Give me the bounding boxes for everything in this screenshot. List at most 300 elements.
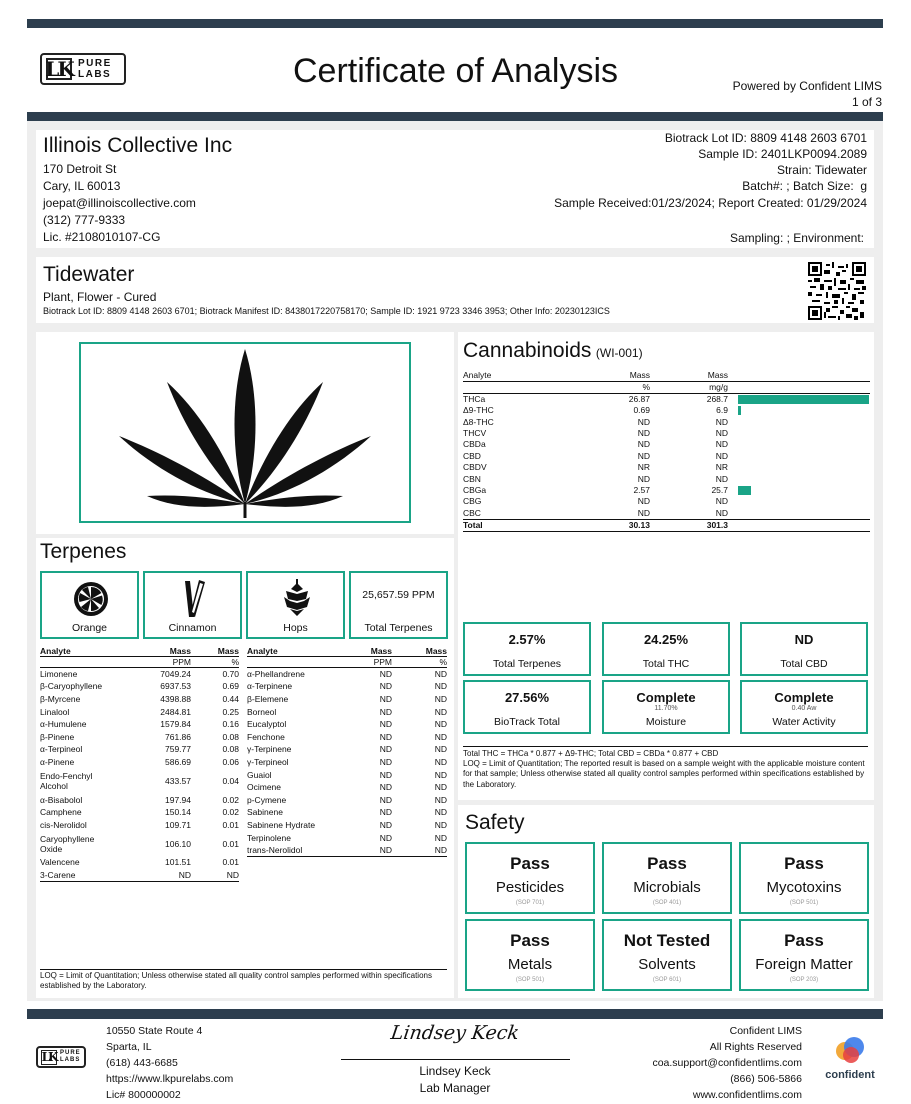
metric-label: Total THC bbox=[642, 658, 690, 670]
footer-top-bar bbox=[27, 1009, 883, 1019]
analyte-name: CBG bbox=[463, 496, 482, 507]
terpene-pct: 0.08 bbox=[222, 731, 239, 742]
product-panel bbox=[36, 257, 874, 323]
mass-mg: 25.7 bbox=[711, 484, 728, 495]
mass-mg: ND bbox=[715, 496, 728, 507]
terpene-pct: ND bbox=[434, 844, 447, 855]
terpene-row bbox=[247, 768, 447, 781]
logo-text-top: PURE bbox=[78, 58, 112, 69]
support-email[interactable]: coa.support@confidentlims.com bbox=[652, 1057, 802, 1069]
terpene-ppm: ND bbox=[178, 869, 191, 880]
confident-logo-text: confident bbox=[825, 1069, 875, 1081]
terpene-ppm: ND bbox=[379, 693, 392, 704]
terpene-pct: 0.01 bbox=[222, 857, 239, 868]
terpenes-note-rule bbox=[40, 969, 447, 970]
terpene-pct: 0.01 bbox=[222, 819, 239, 830]
client-email: joepat@illinoiscollective.com bbox=[43, 196, 196, 210]
mass-pct: ND bbox=[637, 450, 650, 461]
terpene-row bbox=[40, 793, 239, 806]
terpene-pct: ND bbox=[434, 706, 447, 717]
terpene-row bbox=[40, 705, 239, 718]
safety-label: Solvents bbox=[638, 956, 696, 973]
cannabinoids-panel bbox=[458, 332, 874, 615]
terpene-name: α-Terpinene bbox=[247, 681, 293, 692]
terpene-ppm: 109.71 bbox=[165, 819, 191, 830]
cannabinoids-title: Cannabinoids bbox=[463, 339, 592, 362]
terpenes-note: LOQ = Limit of Quantitation; Unless otherwise stated all quality control samples performed within specifications established by the Laboratory. bbox=[40, 971, 432, 990]
unit-pct: % bbox=[439, 657, 447, 667]
hops-icon bbox=[282, 579, 312, 617]
terpene-ppm: ND bbox=[379, 769, 392, 780]
col-mass-pct: Mass bbox=[629, 370, 650, 380]
client-phone: (312) 777-9333 bbox=[43, 213, 126, 227]
col-mass-mg: Mass bbox=[707, 370, 728, 380]
product-name: Tidewater bbox=[43, 263, 135, 286]
terpene-ppm: 2484.81 bbox=[160, 706, 191, 717]
safety-box bbox=[602, 842, 732, 914]
terpene-ppm: 106.10 bbox=[165, 838, 191, 849]
page-number: 1 of 3 bbox=[851, 95, 882, 109]
analyte-name: CBD bbox=[463, 450, 481, 461]
terpene-ppm: 759.77 bbox=[165, 744, 191, 755]
col-mass-ppm: Mass bbox=[169, 646, 191, 656]
terpene-name: β-Caryophyllene bbox=[40, 681, 103, 692]
terpene-ppm: ND bbox=[379, 819, 392, 830]
terpene-pct: ND bbox=[226, 869, 239, 880]
terpene-ppm: 150.14 bbox=[165, 807, 191, 818]
terpene-pct: 0.44 bbox=[222, 693, 239, 704]
mass-mg: NR bbox=[715, 462, 728, 473]
metric-box bbox=[602, 680, 730, 734]
safety-result: Not Tested bbox=[623, 931, 711, 950]
terpene-row bbox=[247, 693, 447, 706]
terpene-pct: 0.16 bbox=[222, 719, 239, 730]
safety-label: Mycotoxins bbox=[766, 879, 842, 896]
terpene-row bbox=[40, 680, 239, 693]
lims-name: Confident LIMS bbox=[729, 1025, 802, 1037]
metric-box bbox=[602, 622, 730, 676]
mass-mg: ND bbox=[715, 427, 728, 438]
total-pct: 30.13 bbox=[628, 519, 650, 530]
metric-box bbox=[463, 622, 591, 676]
total-terpenes-label: Total Terpenes bbox=[364, 622, 433, 634]
terpene-ppm: ND bbox=[379, 794, 392, 805]
lims-website[interactable]: www.confidentlims.com bbox=[692, 1089, 802, 1101]
qr-code[interactable] bbox=[808, 262, 866, 320]
terpene-row bbox=[247, 831, 447, 844]
terpene-row bbox=[247, 756, 447, 769]
report-dates: Sample Received:01/23/2024; Report Created: 01/29/2024 bbox=[554, 196, 867, 210]
signer-name: Lindsey Keck bbox=[419, 1064, 491, 1078]
mass-pct: ND bbox=[637, 507, 650, 518]
confident-logo-icon bbox=[834, 1036, 866, 1066]
terpene-name: α-Bisabolol bbox=[40, 794, 83, 805]
client-panel bbox=[36, 130, 874, 248]
analyte-name: THCV bbox=[463, 427, 487, 438]
analyte-name: CBN bbox=[463, 473, 481, 484]
unit-pct: % bbox=[642, 382, 650, 392]
terpene-name: cis-Nerolidol bbox=[40, 819, 87, 830]
terpene-name: Limonene bbox=[40, 669, 78, 680]
total-terpenes-box bbox=[349, 571, 448, 639]
terpene-name: α-Pinene bbox=[40, 756, 75, 767]
lab-phone: (618) 443-6685 bbox=[106, 1057, 178, 1069]
terpene-name: γ-Terpinene bbox=[247, 744, 292, 755]
metric-box bbox=[740, 680, 868, 734]
terpene-ppm: ND bbox=[379, 681, 392, 692]
safety-label: Pesticides bbox=[495, 879, 565, 896]
cannabinoid-row bbox=[463, 416, 870, 427]
metric-value: 27.56% bbox=[504, 690, 550, 705]
terpene-row bbox=[40, 743, 239, 756]
metric-sub: 0.40 Aw bbox=[791, 705, 817, 712]
mass-pct: ND bbox=[637, 439, 650, 450]
aroma-cinnamon bbox=[143, 571, 242, 639]
terpene-ppm: ND bbox=[379, 807, 392, 818]
client-address1: 170 Detroit St bbox=[43, 162, 117, 176]
mass-mg: ND bbox=[715, 473, 728, 484]
lab-website[interactable]: https://www.lkpurelabs.com bbox=[106, 1073, 234, 1085]
terpene-name: Borneol bbox=[247, 706, 277, 717]
cannabinoid-row bbox=[463, 462, 870, 473]
client-address2: Cary, IL 60013 bbox=[43, 179, 121, 193]
terpene-pct: 0.04 bbox=[222, 775, 239, 786]
mass-pct: ND bbox=[637, 496, 650, 507]
safety-box bbox=[602, 919, 732, 991]
terpene-pct: ND bbox=[434, 693, 447, 704]
terpene-ppm: 101.51 bbox=[165, 857, 191, 868]
terpene-ppm: ND bbox=[379, 731, 392, 742]
col-analyte: Analyte bbox=[40, 646, 71, 656]
terpene-name: α-Terpineol bbox=[40, 744, 83, 755]
terpene-pct: 0.70 bbox=[222, 669, 239, 680]
safety-panel bbox=[458, 805, 874, 998]
terpene-ppm: 1579.84 bbox=[160, 719, 191, 730]
powered-by: Powered by Confident LIMS bbox=[732, 79, 882, 93]
metric-sub: 11.70% bbox=[654, 705, 678, 712]
cannabinoid-row bbox=[463, 394, 870, 406]
mass-mg: ND bbox=[715, 439, 728, 450]
mass-pct: 2.57 bbox=[633, 484, 650, 495]
cannabinoid-bar bbox=[738, 486, 751, 495]
product-image-frame bbox=[79, 342, 411, 523]
terpene-row bbox=[40, 730, 239, 743]
safety-box bbox=[465, 919, 595, 991]
col-analyte: Analyte bbox=[463, 370, 492, 380]
metric-value: Complete bbox=[636, 690, 696, 705]
metric-label: BioTrack Total bbox=[494, 716, 560, 728]
terpene-pct: ND bbox=[434, 669, 447, 680]
terpene-row bbox=[247, 819, 447, 832]
safety-label: Microbials bbox=[633, 879, 701, 896]
analyte-name: CBC bbox=[463, 507, 481, 518]
terpene-pct: ND bbox=[434, 756, 447, 767]
terpene-ppm: ND bbox=[379, 844, 392, 855]
signature-line bbox=[341, 1059, 570, 1060]
lab-address1: 10550 State Route 4 bbox=[106, 1025, 203, 1037]
analyte-name: Δ8-THC bbox=[463, 416, 494, 427]
safety-sop: (SOP 601) bbox=[652, 977, 682, 983]
terpene-pct: 0.02 bbox=[222, 794, 239, 805]
safety-result: Pass bbox=[510, 854, 550, 873]
terpene-ppm: ND bbox=[379, 756, 392, 767]
terpene-name: Linalool bbox=[40, 706, 70, 717]
cannabinoid-notes: Total THC = THCa * 0.877 + Δ9-THC; Total CBD = CBDa * 0.877 + CBD LOQ = Limit of Quantitation; The reported result is based on a sample weight with the applicable moisture content for that sample; Unless otherwise stated all quality control samples performed within specifications established by the Laboratory. bbox=[463, 749, 865, 789]
terpene-ppm: 197.94 bbox=[165, 794, 191, 805]
terpene-row bbox=[40, 756, 239, 769]
terpene-row bbox=[247, 806, 447, 819]
aroma-orange bbox=[40, 571, 139, 639]
terpene-row bbox=[247, 730, 447, 743]
cannabinoid-row bbox=[463, 485, 870, 496]
safety-sop: (SOP 701) bbox=[515, 900, 545, 906]
mass-pct: 0.69 bbox=[633, 405, 650, 416]
terpene-row bbox=[247, 705, 447, 718]
safety-sop: (SOP 501) bbox=[789, 900, 819, 906]
lab-license: Lic# 800000002 bbox=[106, 1089, 181, 1101]
terpene-pct: ND bbox=[434, 719, 447, 730]
terpene-pct: 0.01 bbox=[222, 838, 239, 849]
terpene-pct: 0.08 bbox=[222, 744, 239, 755]
terpenes-table-left bbox=[40, 646, 239, 882]
cannabinoid-bar bbox=[738, 406, 741, 415]
col-mass-pct: Mass bbox=[217, 646, 239, 656]
client-name: Illinois Collective Inc bbox=[43, 134, 233, 157]
notes-rule bbox=[463, 746, 868, 747]
safety-label: Metals bbox=[507, 956, 553, 973]
sample-id: Sample ID: 2401LKP0094.2089 bbox=[698, 147, 867, 161]
metric-box bbox=[463, 680, 591, 734]
terpene-name: trans-Nerolidol bbox=[247, 844, 303, 855]
terpene-pct: ND bbox=[434, 794, 447, 805]
terpene-pct: 0.25 bbox=[222, 706, 239, 717]
lk-monogram-icon: LK bbox=[41, 1050, 57, 1064]
terpene-ppm: 7049.24 bbox=[160, 669, 191, 680]
terpene-name: Fenchone bbox=[247, 731, 285, 742]
terpene-row bbox=[40, 856, 239, 869]
logo-text-bottom: LABS bbox=[78, 69, 112, 80]
safety-box bbox=[739, 842, 869, 914]
terpene-row bbox=[40, 806, 239, 819]
support-phone: (866) 506-5866 bbox=[730, 1073, 802, 1085]
metric-label: Total Terpenes bbox=[492, 658, 562, 670]
total-label: Total bbox=[463, 519, 483, 530]
terpene-ppm: ND bbox=[379, 744, 392, 755]
terpene-name: Camphene bbox=[40, 807, 82, 818]
unit-ppm: PPM bbox=[373, 657, 392, 667]
metric-value: 2.57% bbox=[508, 632, 546, 647]
biotrack-lot-id: Biotrack Lot ID: 8809 4148 2603 6701 bbox=[664, 131, 867, 145]
terpene-pct: 0.02 bbox=[222, 807, 239, 818]
terpene-row bbox=[247, 668, 447, 681]
terpene-name: β-Elemene bbox=[247, 693, 289, 704]
mass-mg: 268.7 bbox=[706, 394, 728, 404]
aroma-label: Cinnamon bbox=[168, 622, 217, 634]
page-title: Certificate of Analysis bbox=[292, 52, 619, 90]
aroma-hops bbox=[246, 571, 345, 639]
unit-mg: mg/g bbox=[709, 382, 728, 392]
terpene-pct: ND bbox=[434, 807, 447, 818]
terpene-row bbox=[40, 831, 239, 856]
analyte-name: CBDV bbox=[463, 462, 487, 473]
safety-result: Pass bbox=[510, 931, 550, 950]
client-license: Lic. #2108010107-CG bbox=[43, 230, 161, 244]
safety-label: Foreign Matter bbox=[755, 956, 853, 973]
terpenes-title: Terpenes bbox=[40, 540, 127, 563]
terpene-pct: 0.69 bbox=[222, 681, 239, 692]
terpene-row bbox=[40, 768, 239, 793]
lab-address2: Sparta, IL bbox=[106, 1041, 152, 1053]
mass-pct: ND bbox=[637, 427, 650, 438]
safety-sop: (SOP 203) bbox=[789, 977, 819, 983]
terpene-row bbox=[247, 844, 447, 857]
terpene-ppm: 4398.88 bbox=[160, 693, 191, 704]
terpene-pct: ND bbox=[434, 782, 447, 793]
terpene-name: Ocimene bbox=[247, 782, 282, 793]
terpene-row bbox=[247, 793, 447, 806]
lims-rights: All Rights Reserved bbox=[709, 1041, 802, 1053]
logo-text-top: PURE bbox=[60, 1050, 81, 1056]
orange-icon bbox=[73, 581, 109, 617]
cannabinoid-row bbox=[463, 451, 870, 462]
terpene-row bbox=[40, 869, 239, 882]
mass-pct: 26.87 bbox=[628, 394, 650, 404]
terpene-pct: ND bbox=[434, 832, 447, 843]
terpene-ppm: 586.69 bbox=[165, 756, 191, 767]
mass-pct: NR bbox=[637, 462, 650, 473]
cannabinoid-row bbox=[463, 473, 870, 484]
terpene-pct: ND bbox=[434, 769, 447, 780]
terpenes-table-right bbox=[247, 646, 447, 857]
terpene-pct: 0.06 bbox=[222, 756, 239, 767]
terpene-pct: ND bbox=[434, 731, 447, 742]
mass-mg: 6.9 bbox=[716, 405, 728, 416]
metric-label: Total CBD bbox=[780, 658, 828, 670]
safety-sop: (SOP 501) bbox=[515, 977, 545, 983]
terpene-ppm: ND bbox=[379, 719, 392, 730]
aroma-label: Orange bbox=[71, 622, 108, 634]
metric-value: ND bbox=[794, 632, 814, 647]
analyte-name: Δ9-THC bbox=[463, 405, 494, 416]
mass-mg: ND bbox=[715, 416, 728, 427]
footer-lk-pure-labs-logo bbox=[36, 1046, 86, 1068]
cinnamon-icon bbox=[179, 579, 209, 619]
cannabinoid-row bbox=[463, 496, 870, 507]
terpene-name: β-Myrcene bbox=[40, 693, 81, 704]
terpene-name: Terpinolene bbox=[247, 832, 291, 843]
signature: Lindsey Keck bbox=[389, 1022, 521, 1044]
cannabinoid-row bbox=[463, 508, 870, 520]
unit-pct: % bbox=[231, 657, 239, 667]
metric-label: Moisture bbox=[645, 716, 687, 728]
product-type: Plant, Flower - Cured bbox=[43, 290, 157, 304]
terpene-name: Sabinene bbox=[247, 807, 283, 818]
mass-pct: ND bbox=[637, 416, 650, 427]
terpene-name: γ-Terpineol bbox=[247, 756, 289, 767]
terpene-ppm: ND bbox=[379, 669, 392, 680]
cannabinoid-row bbox=[463, 439, 870, 450]
safety-result: Pass bbox=[647, 854, 687, 873]
safety-box bbox=[465, 842, 595, 914]
terpene-name: Guaiol bbox=[247, 769, 272, 780]
mass-mg: ND bbox=[715, 450, 728, 461]
cannabinoid-row bbox=[463, 405, 870, 416]
safety-result: Pass bbox=[784, 854, 824, 873]
analyte-name: CBDa bbox=[463, 439, 486, 450]
terpene-pct: ND bbox=[434, 744, 447, 755]
terpene-ppm: ND bbox=[379, 706, 392, 717]
header-top-bar bbox=[27, 19, 883, 28]
terpenes-panel bbox=[36, 538, 454, 998]
image-panel bbox=[36, 332, 454, 534]
terpene-row bbox=[40, 718, 239, 731]
signer-title: Lab Manager bbox=[419, 1081, 491, 1095]
terpene-pct: ND bbox=[434, 819, 447, 830]
mass-mg: ND bbox=[715, 507, 728, 518]
terpene-name: Valencene bbox=[40, 857, 80, 868]
cannabinoid-row bbox=[463, 428, 870, 439]
lk-monogram-icon: LK bbox=[45, 57, 73, 81]
col-analyte: Analyte bbox=[247, 646, 278, 656]
cannabis-leaf-icon bbox=[81, 344, 409, 521]
logo-text-bottom: LABS bbox=[60, 1057, 81, 1063]
safety-box bbox=[739, 919, 869, 991]
terpene-name: 3-Carene bbox=[40, 869, 76, 880]
product-ids: Biotrack Lot ID: 8809 4148 2603 6701; Biotrack Manifest ID: 8438017220758170; Sample ID: 1921 9723 3346 3953; Other Info: 20230123ICS bbox=[43, 306, 610, 316]
terpene-name: Caryophyllene Oxide bbox=[40, 833, 95, 854]
terpene-name: Endo-Fenchyl Alcohol bbox=[40, 770, 93, 791]
safety-sop: (SOP 401) bbox=[652, 900, 682, 906]
terpene-name: Sabinene Hydrate bbox=[247, 819, 316, 830]
safety-result: Pass bbox=[784, 931, 824, 950]
header-bottom-bar bbox=[27, 112, 883, 121]
terpene-ppm: ND bbox=[379, 782, 392, 793]
cannabinoids-table bbox=[463, 370, 870, 532]
aroma-label: Hops bbox=[283, 622, 308, 634]
terpene-row bbox=[40, 668, 239, 681]
terpene-ppm: 433.57 bbox=[165, 775, 191, 786]
terpene-row bbox=[247, 781, 447, 794]
safety-title: Safety bbox=[465, 811, 525, 834]
terpene-name: p-Cymene bbox=[247, 794, 287, 805]
metrics-panel bbox=[458, 615, 874, 800]
terpene-name: β-Pinene bbox=[40, 731, 75, 742]
analyte-name: THCa bbox=[463, 394, 486, 404]
terpene-row bbox=[40, 693, 239, 706]
metric-value: 24.25% bbox=[643, 632, 689, 647]
terpene-name: Eucalyptol bbox=[247, 719, 287, 730]
col-mass-pct: Mass bbox=[425, 646, 447, 656]
terpene-row bbox=[247, 680, 447, 693]
col-mass-ppm: Mass bbox=[370, 646, 392, 656]
cannabinoids-method: (WI-001) bbox=[595, 346, 643, 360]
analyte-name: CBGa bbox=[463, 484, 487, 495]
terpene-row bbox=[247, 718, 447, 731]
metric-box bbox=[740, 622, 868, 676]
mass-pct: ND bbox=[637, 473, 650, 484]
total-terpenes-value: 25,657.59 PPM bbox=[362, 589, 435, 601]
total-mg: 301.3 bbox=[706, 519, 728, 530]
terpene-row bbox=[40, 818, 239, 831]
unit-ppm: PPM bbox=[172, 657, 191, 667]
terpene-ppm: 6937.53 bbox=[160, 681, 191, 692]
terpene-pct: ND bbox=[434, 681, 447, 692]
terpene-ppm: ND bbox=[379, 832, 392, 843]
terpene-name: α-Phellandrene bbox=[247, 669, 305, 680]
terpene-ppm: 761.86 bbox=[165, 731, 191, 742]
cannabinoid-bar bbox=[738, 395, 869, 404]
terpene-row bbox=[247, 743, 447, 756]
